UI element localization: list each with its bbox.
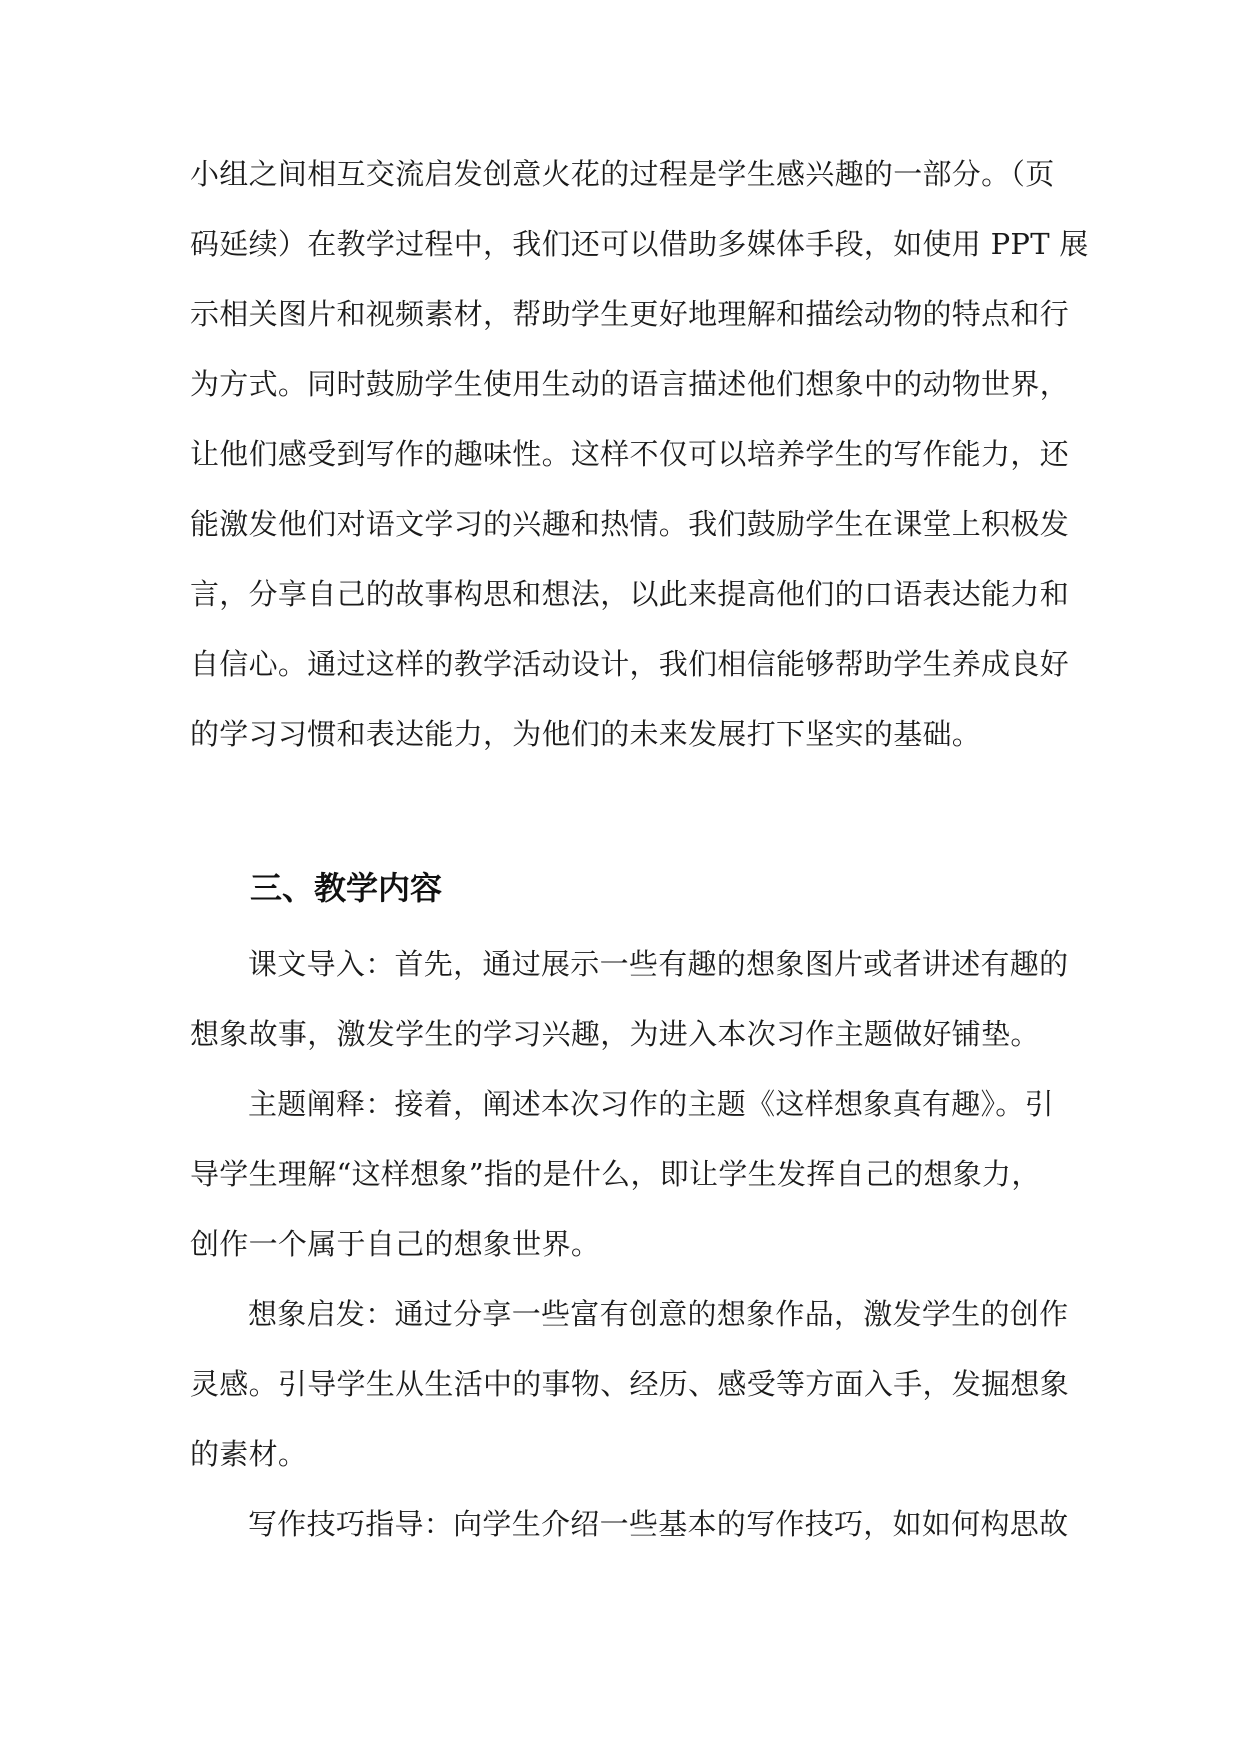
theme-line-2: 导学生理解“这样想象”指的是什么，即让学生发挥自己的想象力，: [190, 1157, 1041, 1191]
paragraph-1-line-4: 为方式。同时鼓励学生使用生动的语言描述他们想象中的动物世界，: [190, 367, 1070, 401]
paragraph-1-line-2: 码延续）在教学过程中，我们还可以借助多媒体手段，如使用 PPT 展: [190, 227, 1089, 261]
theme-line-3: 创作一个属于自己的想象世界。: [190, 1227, 601, 1261]
paragraph-1-line-1: 小组之间相互交流启发创意火花的过程是学生感兴趣的一部分。（页: [190, 157, 1055, 191]
paragraph-1-line-6: 能激发他们对语文学习的兴趣和热情。我们鼓励学生在课堂上积极发: [190, 507, 1070, 541]
paragraph-1-line-8: 自信心。通过这样的教学活动设计，我们相信能够帮助学生养成良好: [190, 647, 1070, 681]
paragraph-1-line-7: 言，分享自己的故事构思和想法，以此来提高他们的口语表达能力和: [190, 577, 1070, 611]
paragraph-1-line-5: 让他们感受到写作的趣味性。这样不仅可以培养学生的写作能力，还: [190, 437, 1070, 471]
inspire-line-3: 的素材。: [190, 1437, 308, 1471]
skills-line-1: 写作技巧指导：向学生介绍一些基本的写作技巧，如如何构思故: [248, 1507, 1069, 1541]
paragraph-1-line-3: 示相关图片和视频素材，帮助学生更好地理解和描绘动物的特点和行: [190, 297, 1070, 331]
section-heading: 三、教学内容: [250, 869, 443, 907]
inspire-line-2: 灵感。引导学生从生活中的事物、经历、感受等方面入手，发掘想象: [190, 1367, 1070, 1401]
theme-line-1: 主题阐释：接着，阐述本次习作的主题《这样想象真有趣》。引: [248, 1087, 1054, 1121]
paragraph-1-line-9: 的学习习惯和表达能力，为他们的未来发展打下坚实的基础。: [190, 717, 982, 751]
inspire-line-1: 想象启发：通过分享一些富有创意的想象作品，激发学生的创作: [248, 1297, 1069, 1331]
intro-line-2: 想象故事，激发学生的学习兴趣，为进入本次习作主题做好铺垫。: [190, 1017, 1040, 1051]
intro-line-1: 课文导入：首先，通过展示一些有趣的想象图片或者讲述有趣的: [248, 947, 1069, 981]
